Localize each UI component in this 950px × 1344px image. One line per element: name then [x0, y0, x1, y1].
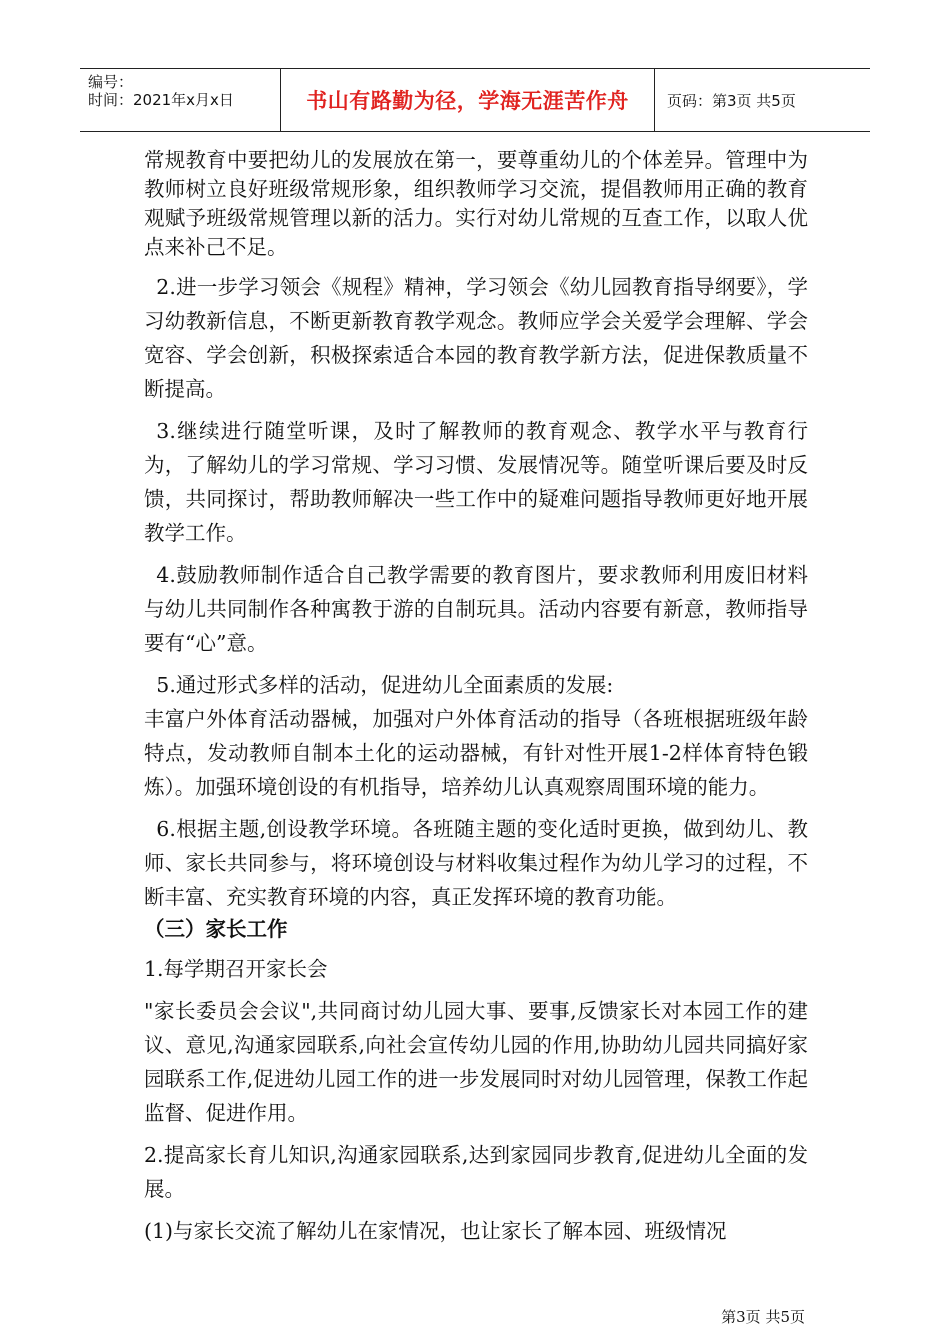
paragraph: 2.提高家长育儿知识,沟通家园联系,达到家园同步教育,促进幼儿全面的发展。: [144, 1143, 808, 1201]
paragraph: 6.根据主题,创设教学环境。各班随主题的变化适时更换，做到幼儿、教师、家长共同参与，将环境创设与材料收集过程作为幼儿学习的过程，不断丰富、充实教育环境的内容，真正发挥环境的教育功能。: [144, 817, 808, 909]
paragraph: 丰富户外体育活动器械，加强对户外体育活动的指导（各班根据班级年龄特点，发动教师自制本土化的运动器械，有针对性开展1-2样体育特色锻炼）。加强环境创设的有机指导，培养幼儿认真观察周围环境的能力。: [144, 707, 808, 799]
document-time-label: 时间：2021年x月x日: [88, 91, 234, 109]
header-motto-cell: [281, 69, 655, 131]
section-heading: （三）家长工作: [144, 917, 288, 941]
document-number-label: 编号：: [88, 73, 134, 91]
header-page-cell: [655, 69, 882, 131]
paragraph: 5.通过形式多样的活动，促进幼儿全面素质的发展:: [156, 673, 614, 697]
paragraph: 2.进一步学习领会《规程》精神，学习领会《幼儿园教育指导纲要》，学习幼教新信息，不断更新教育教学观念。教师应学会关爱学会理解、学会宽容、学会创新，积极探索适合本园的教育教学新方法，促进保教质量不断提高。: [144, 275, 808, 401]
paragraph: 常规教育中要把幼儿的发展放在第一，要尊重幼儿的个体差异。管理中为教师树立良好班级常规形象，组织教师学习交流，提倡教师用正确的教育观赋予班级常规管理以新的活力。实行对幼儿常规的互查工作，以取人优点来补己不足。: [144, 148, 808, 259]
paragraph: 1.每学期召开家长会: [144, 957, 328, 981]
header-meta: [80, 69, 281, 131]
page-header: [80, 68, 870, 132]
paragraph: "家长委员会会议",共同商讨幼儿园大事、要事,反馈家长对本园工作的建议、意见,沟通家园联系,向社会宣传幼儿园的作用,协助幼儿园共同搞好家园联系工作,促进幼儿园工作的进一步发展同时对幼儿园管理，保教工作起监督、促进作用。: [144, 999, 808, 1125]
footer-page-number: 第3页 共5页: [721, 1308, 805, 1326]
paragraph: (1)与家长交流了解幼儿在家情况，也让家长了解本园、班级情况: [144, 1219, 727, 1243]
paragraph: 3.继续进行随堂听课，及时了解教师的教育观念、教学水平与教育行为，了解幼儿的学习常规、学习习惯、发展情况等。随堂听课后要及时反馈，共同探讨，帮助教师解决一些工作中的疑难问题指导教师更好地开展教学工作。: [144, 419, 808, 545]
header-page-number: 页码：第3页 共5页: [667, 91, 796, 110]
document-body: [144, 146, 808, 1248]
page-footer: [721, 1306, 805, 1327]
paragraph: 4.鼓励教师制作适合自己教学需要的教育图片，要求教师利用废旧材料与幼儿共同制作各种寓教于游的自制玩具。活动内容要有新意，教师指导要有“心”意。: [144, 563, 808, 655]
header-motto: 书山有路勤为径，学海无涯苦作舟: [306, 89, 629, 113]
